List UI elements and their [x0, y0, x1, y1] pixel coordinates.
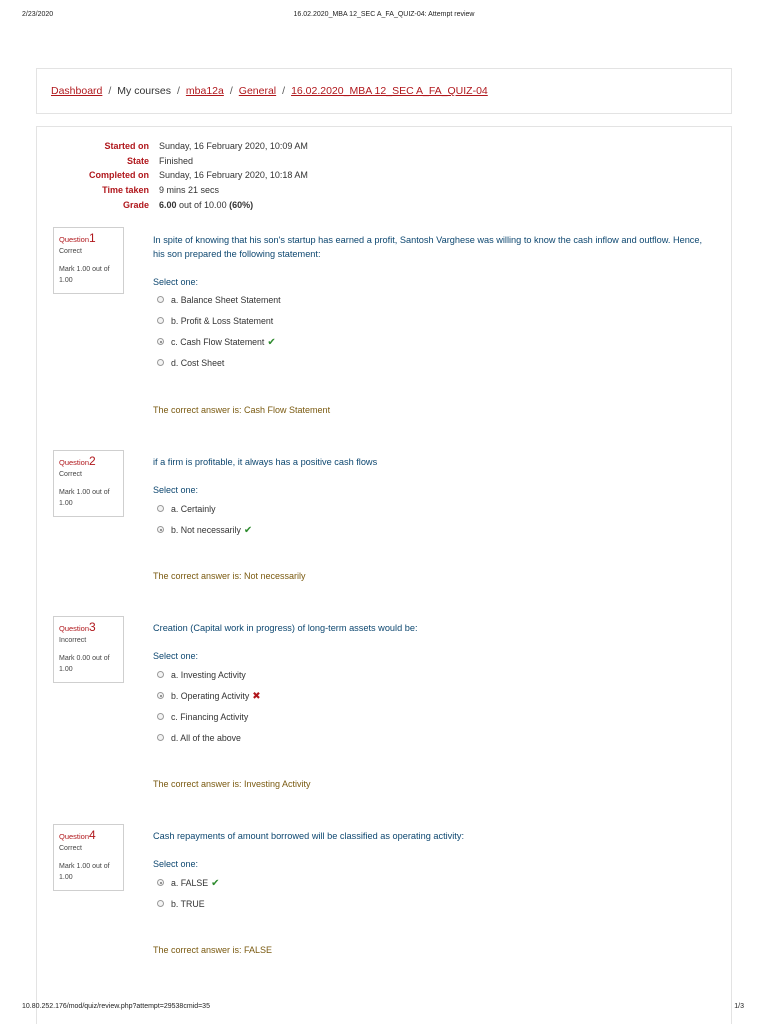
radio-icon[interactable] — [157, 671, 164, 678]
answer-option-selected[interactable]: c. Cash Flow Statement ✔ — [157, 336, 276, 348]
breadcrumb-dashboard[interactable]: Dashboard — [51, 85, 103, 97]
summary-value: Finished — [159, 155, 194, 166]
question-info — [53, 616, 124, 683]
review-content — [36, 126, 732, 1024]
question-state: Incorrect — [59, 637, 87, 644]
summary-row-time — [37, 185, 733, 200]
breadcrumb-separator: / — [229, 85, 233, 97]
answer-option[interactable]: a. Balance Sheet Statement — [157, 294, 281, 306]
question-mark: Mark 1.00 out of 1.00 — [59, 863, 110, 881]
grade-score: 6.00 — [159, 199, 177, 210]
question-text: Cash repayments of amount borrowed will be classified as operating activity: — [153, 831, 464, 841]
question-state: Correct — [59, 471, 82, 478]
question-mark: Mark 0.00 out of 1.00 — [59, 655, 110, 673]
check-icon: ✔ — [211, 878, 220, 889]
answer-option[interactable]: a. Investing Activity — [157, 669, 246, 681]
summary-label: Completed on — [89, 170, 149, 181]
select-one-label: Select one: — [153, 485, 199, 495]
question-number: Question4 — [59, 828, 96, 842]
grade-percent: (60%) — [229, 199, 254, 210]
breadcrumb-separator: / — [282, 85, 286, 97]
radio-icon[interactable] — [157, 713, 164, 720]
breadcrumb-my-courses: My courses — [117, 85, 171, 97]
question-state: Correct — [59, 845, 82, 852]
radio-icon[interactable] — [157, 692, 164, 699]
print-footer — [0, 1003, 768, 1015]
question-text: Creation (Capital work in progress) of long-term assets would be: — [153, 623, 418, 633]
answer-option-selected[interactable]: a. FALSE ✔ — [157, 877, 220, 889]
summary-value: 9 mins 21 secs — [159, 185, 220, 196]
radio-icon[interactable] — [157, 526, 164, 533]
question-number: Question3 — [59, 620, 96, 634]
summary-label: State — [126, 155, 149, 166]
question-mark: Mark 1.00 out of 1.00 — [59, 489, 110, 507]
breadcrumb-separator: / — [108, 85, 112, 97]
answer-option[interactable]: c. Financing Activity — [157, 711, 248, 723]
answer-option-selected[interactable]: b. Operating Activity ✖ — [157, 690, 261, 702]
radio-icon[interactable] — [157, 505, 164, 512]
radio-icon[interactable] — [157, 338, 164, 345]
correct-answer: The correct answer is: Not necessarily — [153, 571, 306, 581]
summary-row-completed — [37, 170, 733, 185]
question-info — [53, 227, 124, 294]
check-icon: ✔ — [243, 525, 253, 536]
question-number: Question1 — [59, 231, 96, 245]
breadcrumb-separator: / — [176, 85, 180, 97]
summary-label: Time taken — [102, 185, 149, 196]
question-state: Correct — [59, 248, 82, 255]
attempt-summary — [37, 141, 733, 214]
cross-icon: ✖ — [252, 691, 261, 702]
correct-answer: The correct answer is: Cash Flow Statement — [153, 405, 331, 415]
summary-value: Sunday, 16 February 2020, 10:18 AM — [159, 170, 308, 181]
check-icon: ✔ — [267, 337, 276, 348]
breadcrumb-general[interactable]: General — [238, 85, 277, 97]
question-mark: Mark 1.00 out of 1.00 — [59, 266, 110, 284]
breadcrumb — [36, 68, 732, 114]
answer-option[interactable]: b. TRUE — [157, 898, 205, 910]
question-text: if a firm is profitable, it always has a positive cash flows — [153, 457, 378, 467]
radio-icon[interactable] — [157, 359, 164, 366]
breadcrumb-course[interactable]: mba12a — [185, 85, 224, 97]
answer-option-selected[interactable]: b. Not necessarily ✔ — [157, 524, 252, 536]
breadcrumb-quiz[interactable]: 16.02.2020_MBA 12_SEC A_FA_QUIZ-04 — [291, 85, 488, 97]
answer-option[interactable]: b. Profit & Loss Statement — [157, 315, 273, 327]
select-one-label: Select one: — [153, 277, 199, 287]
select-one-label: Select one: — [153, 859, 199, 869]
question-number: Question2 — [59, 454, 96, 468]
summary-label: Grade — [122, 199, 149, 210]
radio-icon[interactable] — [157, 900, 164, 907]
grade-value — [159, 200, 253, 210]
summary-row-grade — [37, 200, 733, 215]
print-page-number: 1/3 — [734, 1003, 744, 1010]
summary-row-state — [37, 156, 733, 171]
summary-row-started — [37, 141, 733, 156]
answer-option[interactable]: d. All of the above — [157, 732, 241, 744]
question-info — [53, 450, 124, 517]
radio-icon[interactable] — [157, 317, 164, 324]
print-title: 16.02.2020_MBA 12_SEC A_FA_QUIZ-04: Attempt review — [293, 11, 475, 18]
print-date: 2/23/2020 — [22, 11, 54, 18]
print-url: 10.80.252.176/mod/quiz/review.php?attempt=29538cmid=35 — [22, 1003, 210, 1010]
summary-value: Sunday, 16 February 2020, 10:09 AM — [159, 141, 308, 151]
print-header — [0, 11, 768, 23]
radio-icon[interactable] — [157, 734, 164, 741]
grade-middle: out of 10.00 — [176, 199, 230, 210]
radio-icon[interactable] — [157, 879, 164, 886]
correct-answer: The correct answer is: Investing Activity — [153, 779, 311, 789]
question-info — [53, 824, 124, 891]
select-one-label: Select one: — [153, 651, 199, 661]
answer-option[interactable]: d. Cost Sheet — [157, 357, 224, 369]
correct-answer: The correct answer is: FALSE — [153, 945, 273, 955]
summary-label: Started on — [104, 141, 149, 151]
radio-icon[interactable] — [157, 296, 164, 303]
answer-option[interactable]: a. Certainly — [157, 503, 216, 515]
question-text: In spite of knowing that his son's startup has earned a profit, Santosh Varghese was willing to know the cash inflow and outflow. Hence, his son prepared the following statement: — [153, 235, 703, 260]
